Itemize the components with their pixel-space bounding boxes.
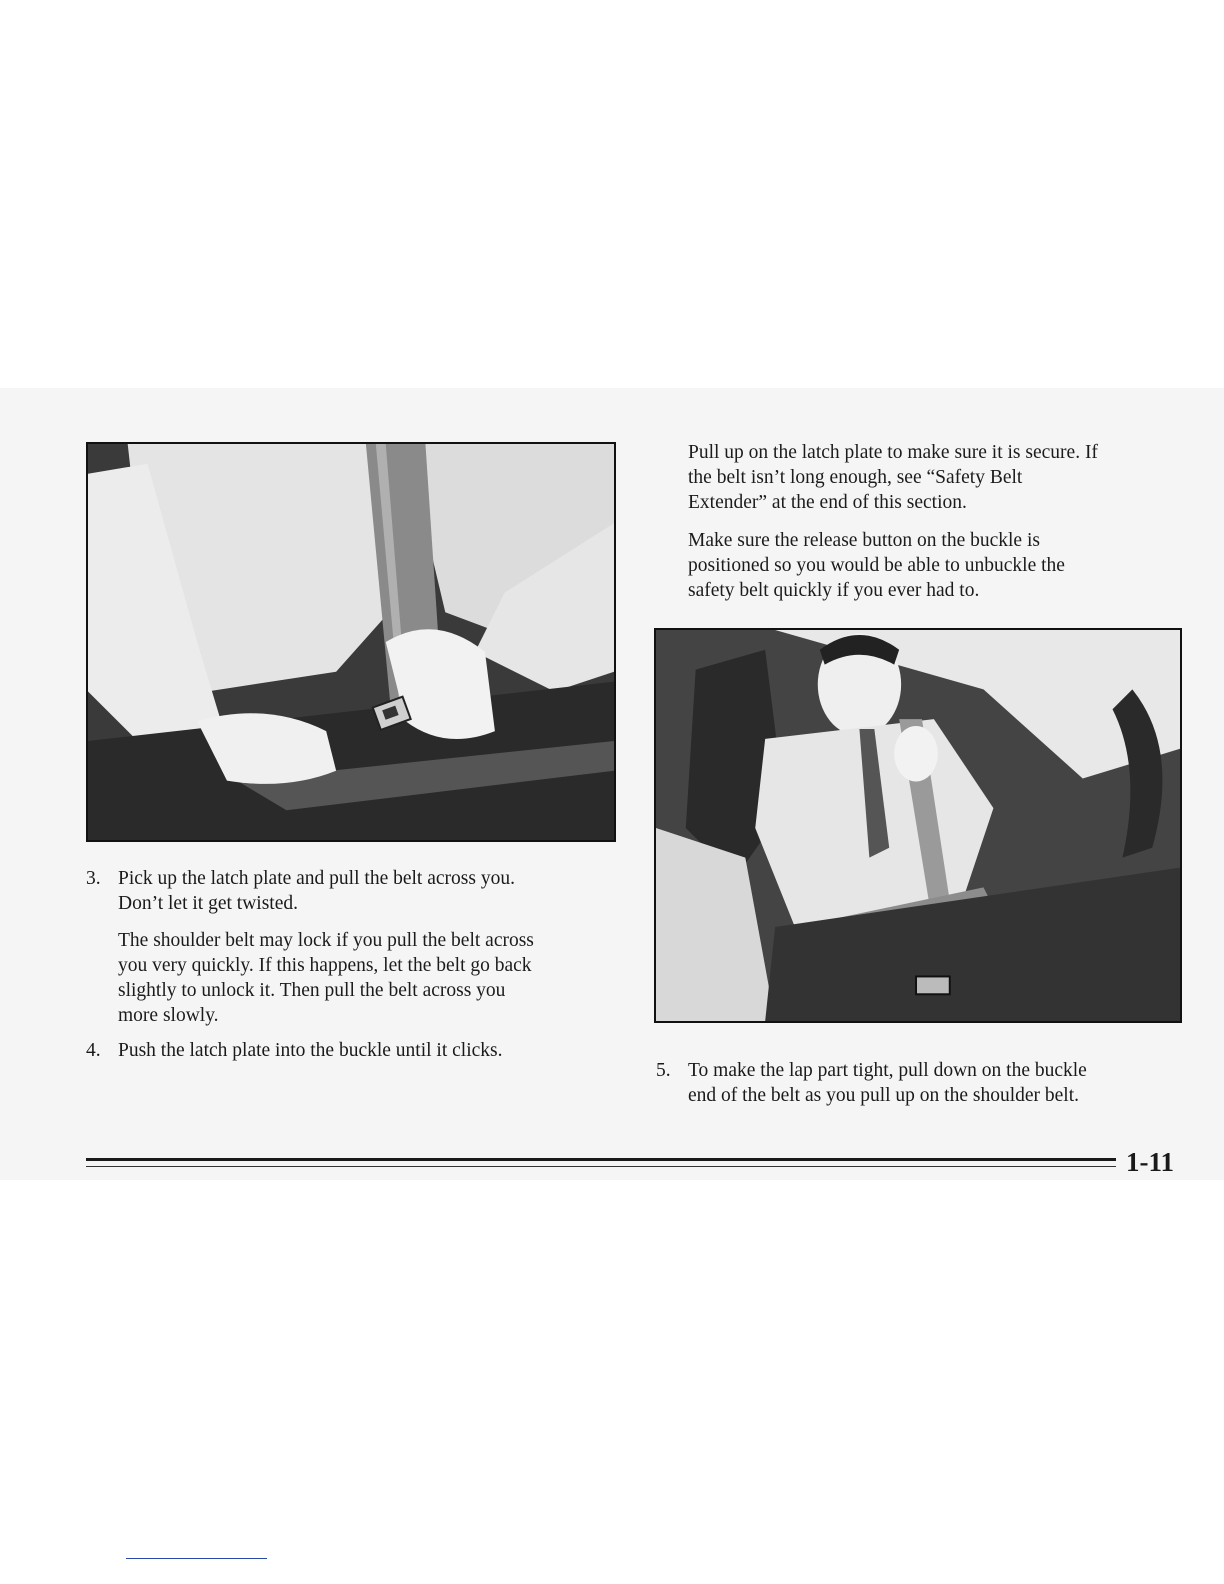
step-number: 4. — [86, 1040, 101, 1061]
footer-rule — [86, 1158, 1116, 1161]
step-line: To make the lap part tight, pull down on the buckle — [688, 1060, 1087, 1081]
footer-rule-thin — [86, 1166, 1116, 1167]
para-line: the belt isn’t long enough, see “Safety Belt — [688, 467, 1023, 488]
bottom-link-underline[interactable] — [126, 1558, 267, 1559]
driver-belt-illustration — [654, 628, 1182, 1023]
step-text — [118, 866, 515, 916]
para-line: positioned so you would be able to unbuckle the — [688, 555, 1065, 576]
step-number: 5. — [656, 1060, 671, 1081]
step-line: Pick up the latch plate and pull the belt across you. — [118, 868, 515, 889]
note-line: The shoulder belt may lock if you pull the belt across — [118, 930, 534, 951]
note-line: you very quickly. If this happens, let the belt go back — [118, 955, 532, 976]
step-line: end of the belt as you pull up on the shoulder belt. — [688, 1085, 1080, 1106]
shoulder-belt-note — [118, 928, 628, 1028]
para-line: safety belt quickly if you ever had to. — [688, 580, 980, 601]
page-number: 1-11 — [1126, 1147, 1175, 1177]
step-number: 3. — [86, 868, 101, 889]
para-line: Pull up on the latch plate to make sure it is secure. If — [688, 442, 1098, 463]
release-button-paragraph — [688, 528, 1188, 603]
para-line: Make sure the release button on the buckle is — [688, 530, 1040, 551]
note-line: more slowly. — [118, 1005, 219, 1026]
para-line: Extender” at the end of this section. — [688, 492, 967, 513]
latch-plate-illustration — [86, 442, 616, 842]
step-line: Don’t let it get twisted. — [118, 893, 298, 914]
step-line: Push the latch plate into the buckle until it clicks. — [118, 1040, 503, 1061]
step-text — [688, 1058, 1087, 1108]
step-text — [118, 1038, 503, 1063]
secure-latch-paragraph — [688, 440, 1188, 515]
note-line: slightly to unlock it. Then pull the belt across you — [118, 980, 506, 1001]
